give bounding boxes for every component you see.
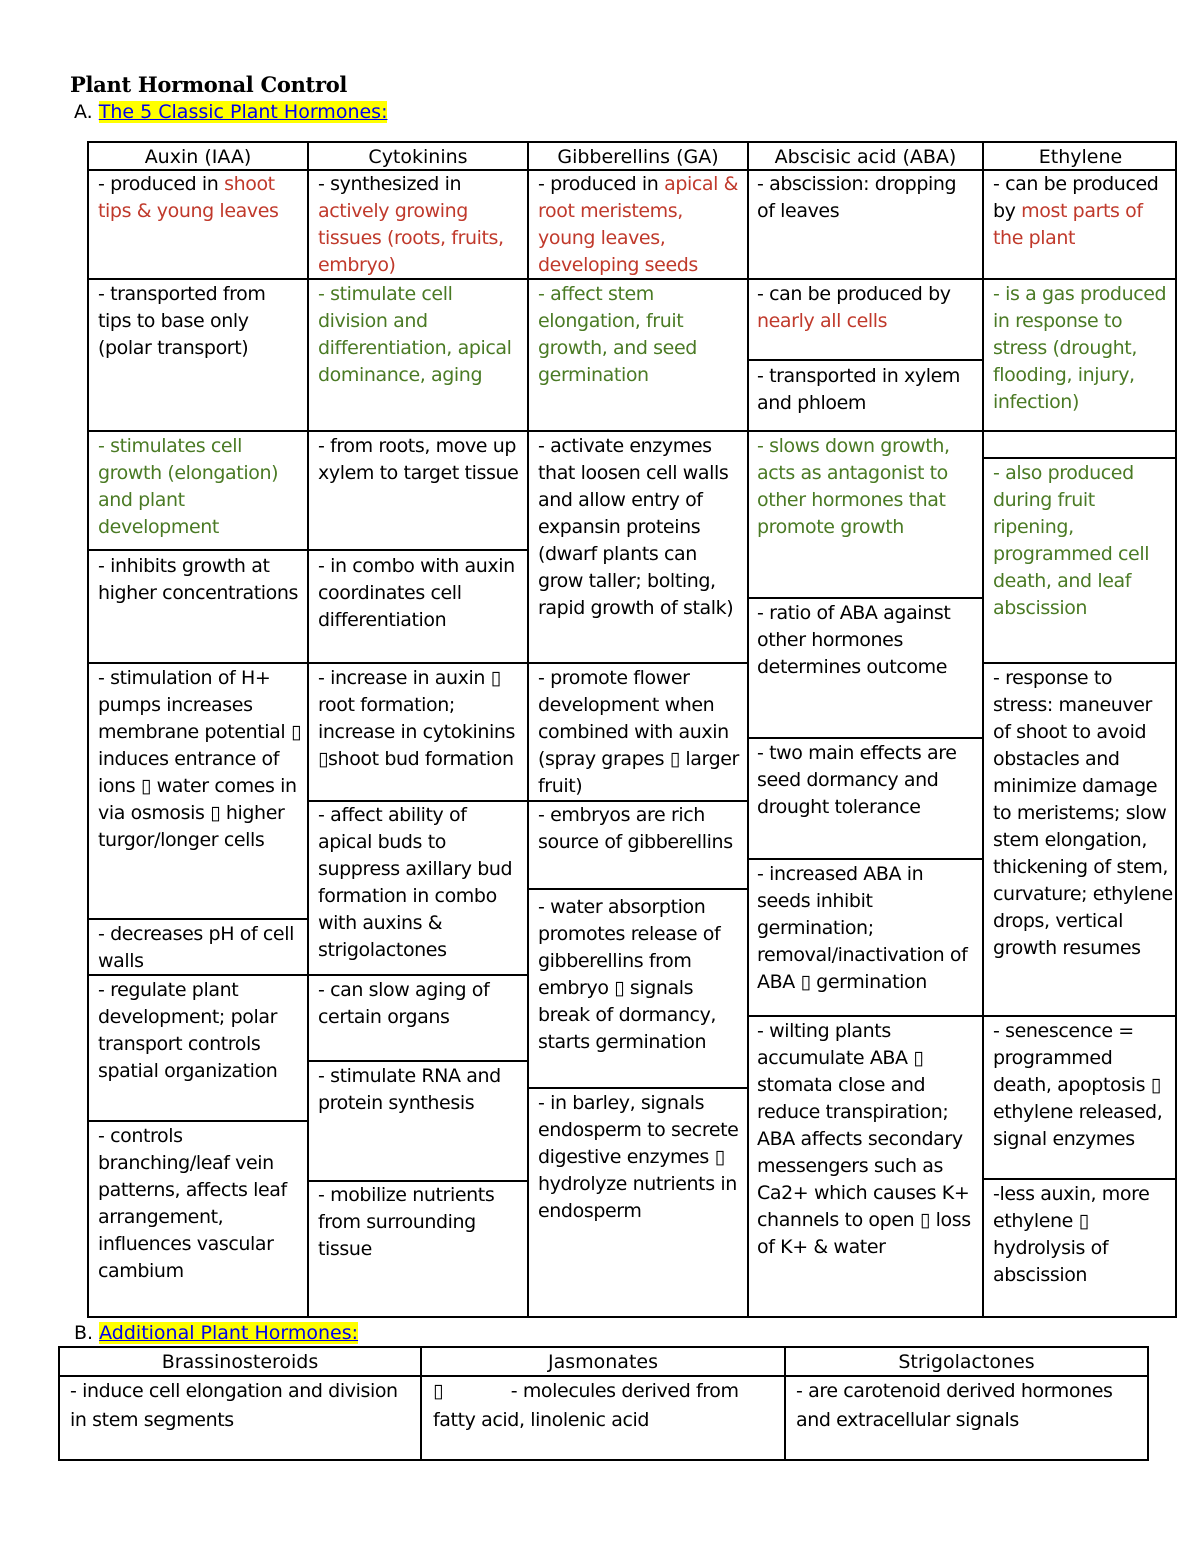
aba-cell-6: - two main effects are seed dormancy and drought tolerance — [757, 742, 957, 818]
strigolactones-cell: - are carotenoid derived hormones and extracellular signals — [796, 1380, 1119, 1431]
cytokinins-cell-8: - stimulate RNA and protein synthesis — [318, 1065, 501, 1114]
cell-highlight: most parts of the plant — [993, 200, 1143, 249]
header-aba: Abscisic acid (ABA) — [774, 146, 957, 168]
aba-cell-4: - slows down growth, acts as antagonist to other hormones that promote growth — [757, 435, 950, 538]
cytokinins-cell-1 — [318, 171, 523, 279]
col-divider — [982, 141, 984, 1318]
header-auxin: Auxin (IAA) — [144, 146, 252, 168]
gibberellins-cell-2: - affect stem elongation, fruit growth, and seed germination — [538, 283, 697, 386]
row-divider — [747, 858, 983, 860]
section-a-title: The 5 Classic Plant Hormones: — [98, 101, 388, 123]
row-divider — [87, 430, 748, 432]
auxin-cell-3: - stimulates cell growth (elongation) and plant development — [98, 435, 279, 538]
section-a-heading — [74, 101, 387, 123]
cell-text: - produced in — [538, 173, 665, 195]
cell-text: - can be produced by — [993, 173, 1159, 222]
gibberellins-cell-5: - embryos are rich source of gibberellins — [538, 804, 733, 853]
aba-cell-5: - ratio of ABA against other hormones determines outcome — [757, 602, 951, 678]
aba-cell-7: - increased ABA in seeds inhibit germination; removal/inactivation of ABA ▯ germination — [757, 863, 968, 993]
col-divider — [747, 141, 749, 1318]
header-gibberellins: Gibberellins (GA) — [557, 146, 719, 168]
section-b-title: Additional Plant Hormones: — [99, 1322, 359, 1344]
header-ethylene: Ethylene — [1038, 146, 1123, 168]
header-cytokinins: Cytokinins — [368, 146, 468, 168]
gibberellins-cell-6: - water absorption promotes release of gibberellins from embryo ▯ signals break of dormancy, starts germination — [538, 896, 721, 1053]
row-divider — [87, 549, 528, 551]
section-a-letter: A. — [74, 101, 93, 123]
document-title: Plant Hormonal Control — [70, 72, 348, 97]
cytokinins-cell-3: - from roots, move up xylem to target tissue — [318, 435, 519, 484]
header-strigolactones: Strigolactones — [898, 1351, 1035, 1373]
row-divider — [527, 888, 748, 890]
cell-text: - produced in — [98, 173, 225, 195]
cytokinins-cell-9: - mobilize nutrients from surrounding tissue — [318, 1184, 495, 1260]
ethylene-cell-5: - senescence = programmed death, apoptosis ▯ ethylene released, signal enzymes — [993, 1020, 1163, 1150]
auxin-cell-2: - transported from tips to base only (polar transport) — [98, 283, 266, 359]
auxin-cell-5: - stimulation of H+ pumps increases membrane potential ▯ induces entrance of ions ▯ water comes in via osmosis ▯ higher turgor/longer cells — [98, 667, 302, 851]
row-divider — [747, 597, 983, 599]
header-jasmonates: Jasmonates — [547, 1351, 658, 1373]
row-divider — [87, 1120, 308, 1122]
col-divider — [307, 141, 309, 1318]
gibberellins-cell-7: - in barley, signals endosperm to secrete digestive enzymes ▯ hydrolyze nutrients in endosperm — [538, 1092, 739, 1222]
gibberellins-cell-1 — [538, 171, 743, 279]
row-divider — [982, 662, 1177, 664]
row-divider — [307, 974, 528, 976]
cytokinins-cell-7: - can slow aging of certain organs — [318, 979, 490, 1028]
cell-highlight: shoot tips & young leaves — [98, 173, 279, 222]
brassinosteroids-cell: - induce cell elongation and division in stem segments — [70, 1380, 404, 1431]
ethylene-cell-4: - response to stress: maneuver of shoot to avoid obstacles and minimize damage to meristems; slow stem elongation, thickening of stem, curvature; ethylene drops, vertical growth resumes — [993, 667, 1173, 959]
ethylene-cell-1 — [993, 171, 1173, 252]
ethylene-cell-6: -less auxin, more ethylene ▯ hydrolysis of abscission — [993, 1183, 1150, 1286]
cell-text: - can be produced by — [757, 283, 951, 305]
row-divider — [747, 359, 983, 361]
auxin-cell-6: - decreases pH of cell walls — [98, 923, 294, 972]
auxin-cell-8: - controls branching/leaf vein patterns, affects leaf arrangement, influences vascular cambium — [98, 1125, 287, 1282]
gibberellins-cell-4: - promote flower development when combined with auxin (spray grapes ▯ larger fruit) — [538, 667, 739, 797]
row-divider — [982, 457, 1177, 459]
row-divider — [747, 430, 1177, 432]
aba-cell-2 — [757, 281, 979, 335]
auxin-cell-1 — [98, 171, 303, 225]
auxin-cell-7: - regulate plant development; polar transport controls spatial organization — [98, 979, 278, 1082]
jasmonates-cell: ▯ - molecules derived from fatty acid, linolenic acid — [433, 1380, 745, 1431]
aba-cell-3: - transported in xylem and phloem — [757, 365, 961, 414]
aba-cell-8: - wilting plants accumulate ABA ▯ stomata close and reduce transpiration; ABA affects secondary messengers such as Ca2+ which causes K+ channels to open ▯ loss of K+ & water — [757, 1020, 971, 1258]
auxin-cell-4: - inhibits growth at higher concentrations — [98, 555, 299, 604]
ethylene-cell-2: - is a gas produced in response to stress (drought, flooding, injury, infection) — [993, 283, 1167, 413]
cytokinins-cell-6: - affect ability of apical buds to suppress axillary bud formation in combo with auxins & strigolactones — [318, 804, 513, 961]
cytokinins-cell-5: - increase in auxin ▯ root formation; increase in cytokinins ▯shoot bud formation — [318, 667, 515, 770]
section-b-letter: B. — [74, 1322, 94, 1344]
cell-highlight: actively growing tissues (roots, fruits, embryo) — [318, 200, 504, 276]
row-divider — [982, 1178, 1177, 1180]
cell-highlight: nearly all cells — [757, 310, 888, 332]
cytokinins-cell-4: - in combo with auxin coordinates cell differentiation — [318, 555, 515, 631]
cytokinins-cell-2: - stimulate cell division and differentiation, apical dominance, aging — [318, 283, 512, 386]
ethylene-cell-3: - also produced during fruit ripening, programmed cell death, and leaf abscission — [993, 462, 1150, 619]
row-divider — [747, 1015, 1177, 1017]
row-divider — [87, 918, 308, 920]
cell-highlight: apical & root meristems, young leaves, developing seeds — [538, 173, 739, 276]
gibberellins-cell-3: - activate enzymes that loosen cell walls and allow entry of expansin proteins (dwarf plants can grow taller; bolting, rapid growth of stalk) — [538, 435, 734, 619]
row-divider — [527, 1087, 748, 1089]
cell-text: - synthesized in — [318, 173, 462, 195]
section-b-heading — [74, 1322, 358, 1344]
row-divider — [87, 662, 748, 664]
row-divider — [747, 737, 983, 739]
aba-cell-1: - abscission: dropping of leaves — [757, 173, 957, 222]
col-divider — [527, 141, 529, 1318]
row-divider — [307, 1060, 528, 1062]
header-brassinosteroids: Brassinosteroids — [161, 1351, 319, 1373]
